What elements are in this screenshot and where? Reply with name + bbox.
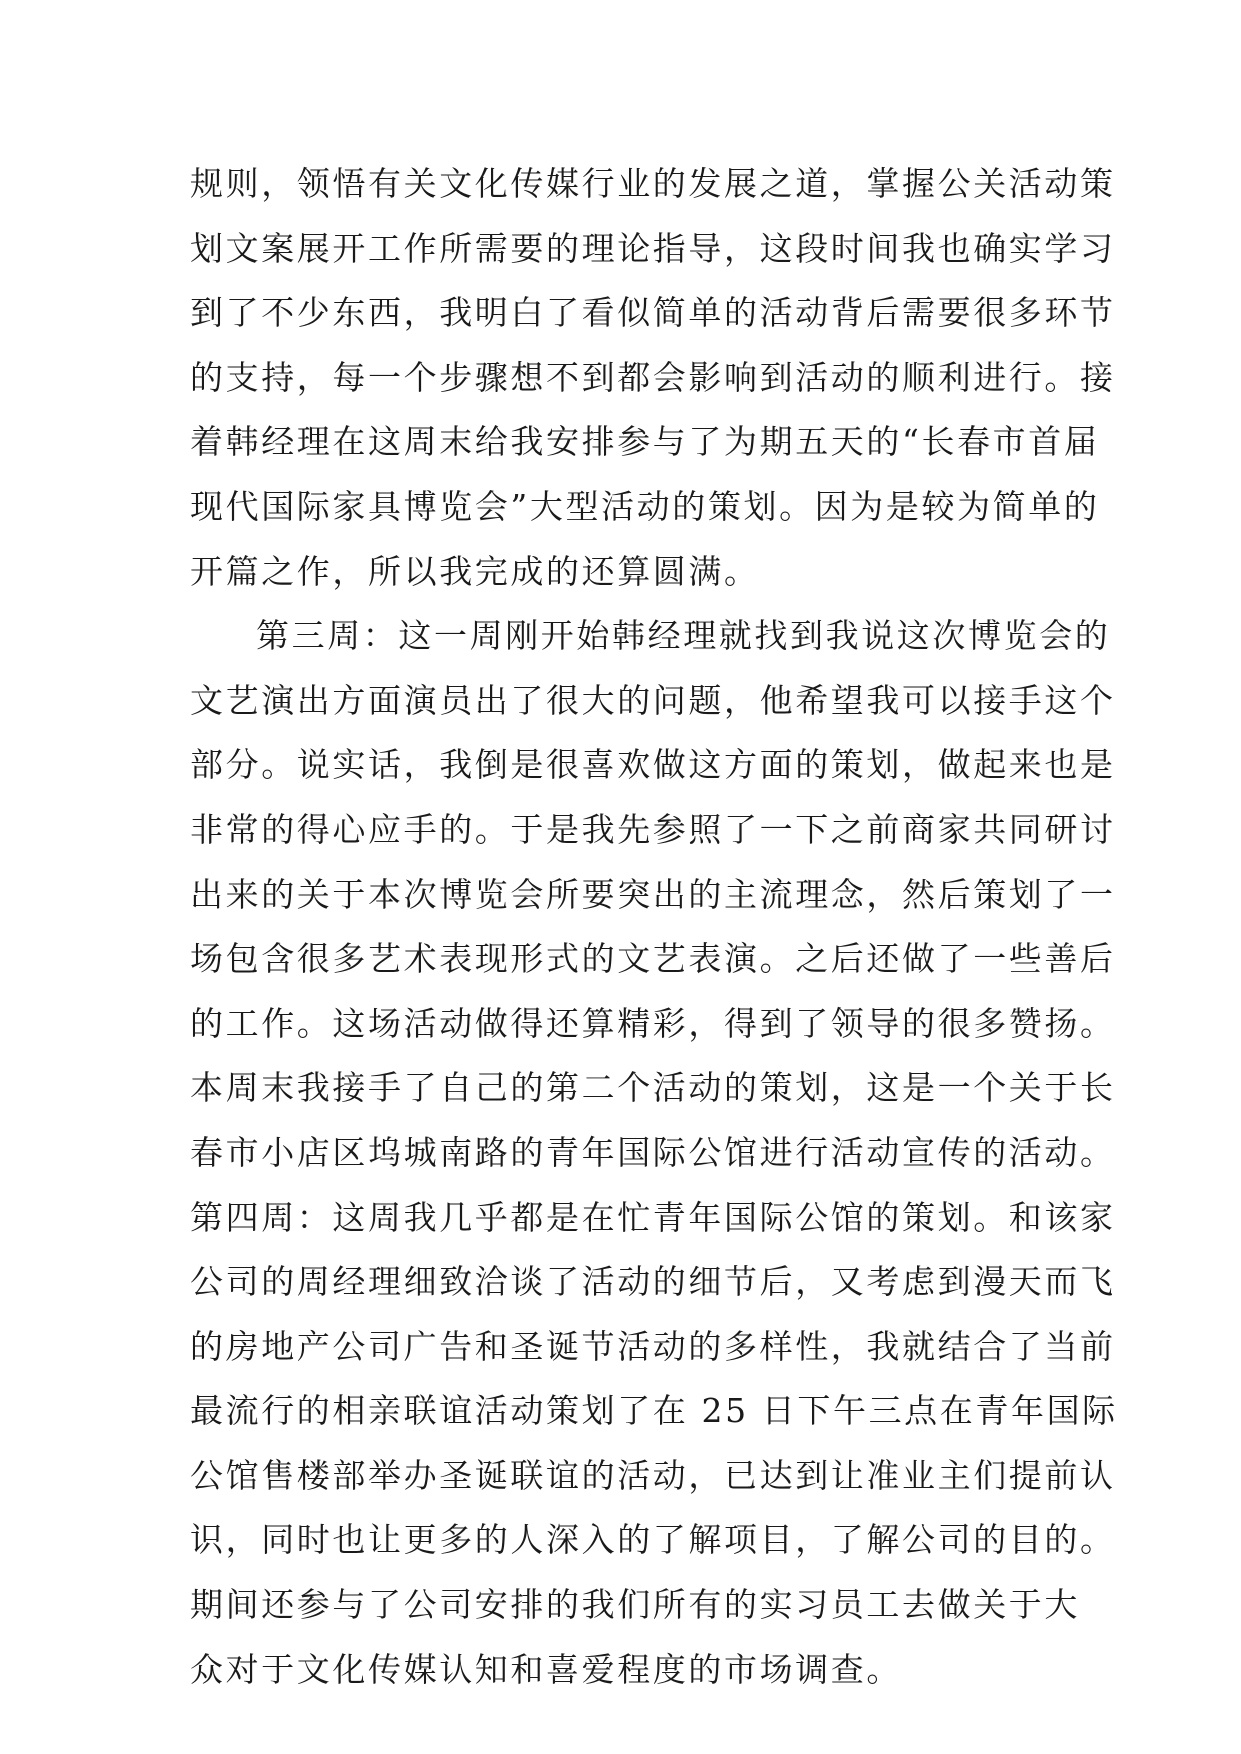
text-line: 识，同时也让更多的人深入的了解项目，了解公司的目的。 xyxy=(190,1520,1116,1560)
text-line: 众对于文化传媒认知和喜爱程度的市场调查。 xyxy=(190,1649,902,1689)
text-line: 公馆售楼部举办圣诞联谊的活动，已达到让准业主们提前认 xyxy=(190,1455,1116,1495)
text-line: 本周末我接手了自己的第二个活动的策划，这是一个关于长 xyxy=(190,1068,1116,1108)
text-line: 场包含很多艺术表现形式的文艺表演。之后还做了一些善后 xyxy=(190,939,1116,979)
text-line: 春市小店区坞城南路的青年国际公馆进行活动宣传的活动。 xyxy=(190,1132,1116,1172)
text-line: 非常的得心应手的。于是我先参照了一下之前商家共同研讨 xyxy=(190,809,1116,849)
text-line: 最流行的相亲联谊活动策划了在 25 日下午三点在青年国际 xyxy=(190,1391,1118,1431)
text-line: 的房地产公司广告和圣诞节活动的多样性，我就结合了当前 xyxy=(190,1326,1116,1366)
text-line: 规则，领悟有关文化传媒行业的发展之道，掌握公关活动策 xyxy=(190,164,1116,203)
text-line: 的支持，每一个步骤想不到都会影响到活动的顺利进行。接 xyxy=(190,357,1116,397)
text-line: 第三周：这一周刚开始韩经理就找到我说这次博览会的 xyxy=(256,616,1111,656)
text-line: 着韩经理在这周末给我安排参与了为期五天的“长春市首届 xyxy=(190,422,1100,462)
text-line: 文艺演出方面演员出了很大的问题，他希望我可以接手这个 xyxy=(190,680,1116,720)
text-line: 部分。说实话，我倒是很喜欢做这方面的策划，做起来也是 xyxy=(190,745,1116,785)
body-text xyxy=(190,152,1118,1702)
text-line: 期间还参与了公司安排的我们所有的实习员工去做关于大 xyxy=(190,1585,1080,1625)
text-line: 出来的关于本次博览会所要突出的主流理念，然后策划了一 xyxy=(190,874,1116,914)
text-line: 到了不少东西，我明白了看似简单的活动背后需要很多环节 xyxy=(190,293,1116,333)
text-line: 划文案展开工作所需要的理论指导，这段时间我也确实学习 xyxy=(190,228,1116,268)
text-line: 开篇之作，所以我完成的还算圆满。 xyxy=(190,551,760,591)
text-line: 第四周：这周我几乎都是在忙青年国际公馆的策划。和该家 xyxy=(190,1197,1116,1237)
text-line: 现代国际家具博览会”大型活动的策划。因为是较为简单的 xyxy=(190,486,1100,526)
text-line: 的工作。这场活动做得还算精彩，得到了领导的很多赞扬。 xyxy=(190,1003,1116,1043)
text-line: 公司的周经理细致洽谈了活动的细节后，又考虑到漫天而飞 xyxy=(190,1262,1116,1302)
